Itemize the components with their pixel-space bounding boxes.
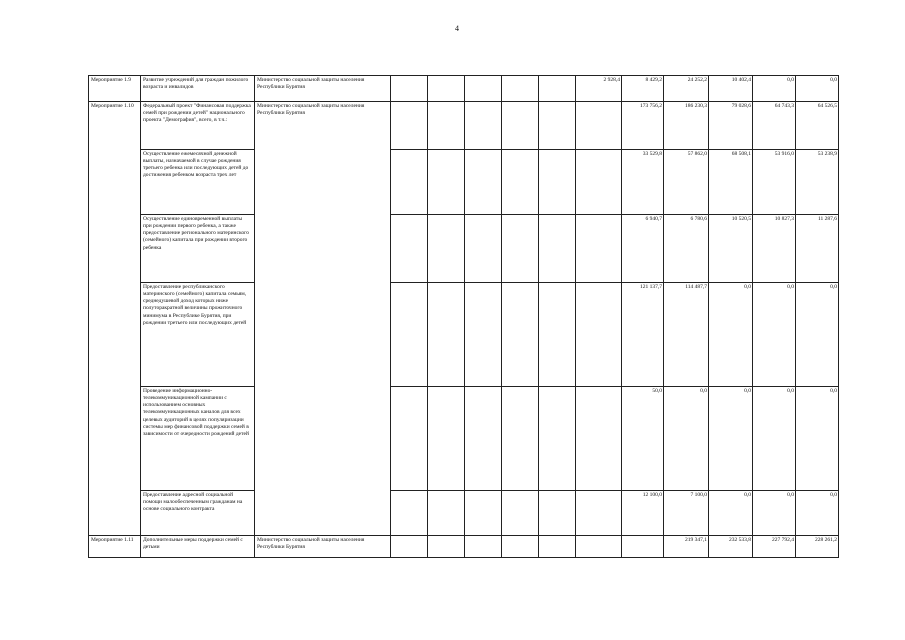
value-cell	[502, 102, 539, 150]
value-cell: 53 238,9	[796, 150, 839, 215]
value-cell	[428, 283, 465, 387]
measure-name-cell: Предоставление республиканского материнского (семейного) капитала семьям, среднедушевой доход которых ниже полуторакратной величины прожиточного минимума в Республике Бурятия, при рождении третьего или последующих детей	[141, 283, 255, 387]
measure-code-cell: Мероприятие 1.11	[89, 536, 141, 558]
value-cell: 228 261,2	[796, 536, 839, 558]
value-cell	[622, 536, 664, 558]
value-cell	[391, 102, 428, 150]
table-row	[89, 215, 839, 283]
value-cell	[539, 76, 576, 102]
measure-name-cell: Проведение информационно-телекоммуникационной кампании с использованием основных телекоммуникационных каналов для всех целевых аудиторий в целях популяризации системы мер финансовой поддержки семей в зависимости от очередности рождений детей	[141, 387, 255, 491]
measure-code-cell: Мероприятие 1.9	[89, 76, 141, 102]
value-cell: 227 792,4	[753, 536, 796, 558]
value-cell	[465, 536, 502, 558]
table-row	[89, 102, 839, 150]
value-cell: 0,0	[796, 283, 839, 387]
value-cell: 0,0	[709, 387, 753, 491]
value-cell	[391, 283, 428, 387]
measure-name-cell: Федеральный проект "Финансовая поддержка семей при рождении детей" национального проекта "Демография", всего, в т.ч.:	[141, 102, 255, 150]
value-cell: 219 347,1	[664, 536, 709, 558]
value-cell	[539, 215, 576, 283]
value-cell	[428, 536, 465, 558]
page-number: 4	[455, 24, 459, 33]
value-cell: 68 508,1	[709, 150, 753, 215]
value-cell	[428, 150, 465, 215]
value-cell: 0,0	[796, 491, 839, 536]
table-row	[89, 491, 839, 536]
value-cell: 64 526,5	[796, 102, 839, 150]
value-cell: 2 928,4	[576, 76, 622, 102]
budget-table	[88, 75, 839, 558]
value-cell	[502, 536, 539, 558]
value-cell	[428, 387, 465, 491]
value-cell	[428, 215, 465, 283]
value-cell: 24 252,2	[664, 76, 709, 102]
value-cell	[539, 150, 576, 215]
value-cell	[576, 102, 622, 150]
value-cell	[428, 76, 465, 102]
value-cell: 186 230,3	[664, 102, 709, 150]
value-cell	[576, 387, 622, 491]
measure-name-cell: Развитие учреждений для граждан пожилого возраста и инвалидов	[141, 76, 255, 102]
executor-cell: Министерство социальной защиты населения Республики Бурятия	[255, 102, 391, 536]
value-cell: 10 827,3	[753, 215, 796, 283]
value-cell	[576, 536, 622, 558]
measure-name-cell: Осуществление единовременной выплаты при рождении первого ребенка, а также предоставление регионального материнского (семейного) капитала при рождении второго ребенка	[141, 215, 255, 283]
value-cell: 121 137,7	[622, 283, 664, 387]
value-cell	[539, 536, 576, 558]
value-cell	[465, 76, 502, 102]
value-cell: 10 402,4	[709, 76, 753, 102]
executor-cell: Министерство социальной защиты населения Республики Бурятия	[255, 536, 391, 558]
value-cell	[428, 491, 465, 536]
value-cell: 0,0	[753, 283, 796, 387]
value-cell	[502, 283, 539, 387]
value-cell	[502, 215, 539, 283]
value-cell: 11 287,6	[796, 215, 839, 283]
value-cell: 173 756,2	[622, 102, 664, 150]
value-cell	[391, 536, 428, 558]
value-cell: 0,0	[709, 491, 753, 536]
value-cell	[539, 102, 576, 150]
value-cell	[391, 215, 428, 283]
value-cell	[502, 76, 539, 102]
value-cell: 0,0	[796, 76, 839, 102]
value-cell: 0,0	[753, 491, 796, 536]
value-cell: 0,0	[709, 283, 753, 387]
executor-cell: Министерство социальной защиты населения Республики Бурятия	[255, 76, 391, 102]
value-cell: 0,0	[664, 387, 709, 491]
value-cell: 53 916,0	[753, 150, 796, 215]
table-row	[89, 76, 839, 102]
value-cell: 232 533,8	[709, 536, 753, 558]
value-cell	[502, 150, 539, 215]
value-cell: 79 028,6	[709, 102, 753, 150]
value-cell	[539, 491, 576, 536]
value-cell: 50,0	[622, 387, 664, 491]
value-cell	[391, 387, 428, 491]
value-cell	[391, 491, 428, 536]
value-cell	[576, 150, 622, 215]
value-cell	[539, 387, 576, 491]
value-cell: 33 529,8	[622, 150, 664, 215]
value-cell	[391, 76, 428, 102]
value-cell	[502, 387, 539, 491]
value-cell: 64 743,3	[753, 102, 796, 150]
measure-name-cell: Дополнительные меры поддержки семей с детьми	[141, 536, 255, 558]
table-row	[89, 536, 839, 558]
table-row	[89, 283, 839, 387]
value-cell: 10 520,5	[709, 215, 753, 283]
value-cell: 12 100,0	[622, 491, 664, 536]
value-cell	[576, 215, 622, 283]
value-cell: 57 862,0	[664, 150, 709, 215]
value-cell	[428, 102, 465, 150]
value-cell	[576, 491, 622, 536]
value-cell	[576, 283, 622, 387]
value-cell: 6 940,7	[622, 215, 664, 283]
value-cell: 114 487,7	[664, 283, 709, 387]
value-cell: 7 100,0	[664, 491, 709, 536]
value-cell	[391, 150, 428, 215]
value-cell	[465, 150, 502, 215]
measure-code-cell: Мероприятие 1.10	[89, 102, 141, 536]
value-cell: 6 780,6	[664, 215, 709, 283]
measure-name-cell: Предоставление адресной социальной помощи малообеспеченным гражданам на основе социального контракта	[141, 491, 255, 536]
value-cell: 0,0	[796, 387, 839, 491]
value-cell: 8 429,2	[622, 76, 664, 102]
table-row	[89, 150, 839, 215]
value-cell	[502, 491, 539, 536]
value-cell	[465, 215, 502, 283]
table-row	[89, 387, 839, 491]
value-cell: 0,0	[753, 76, 796, 102]
value-cell	[465, 283, 502, 387]
value-cell	[465, 102, 502, 150]
value-cell: 0,0	[753, 387, 796, 491]
value-cell	[465, 387, 502, 491]
value-cell	[465, 491, 502, 536]
value-cell	[539, 283, 576, 387]
measure-name-cell: Осуществление ежемесячной денежной выплаты, назначаемой в случае рождения третьего ребенка или последующих детей до достижения ребенком возраста трех лет	[141, 150, 255, 215]
